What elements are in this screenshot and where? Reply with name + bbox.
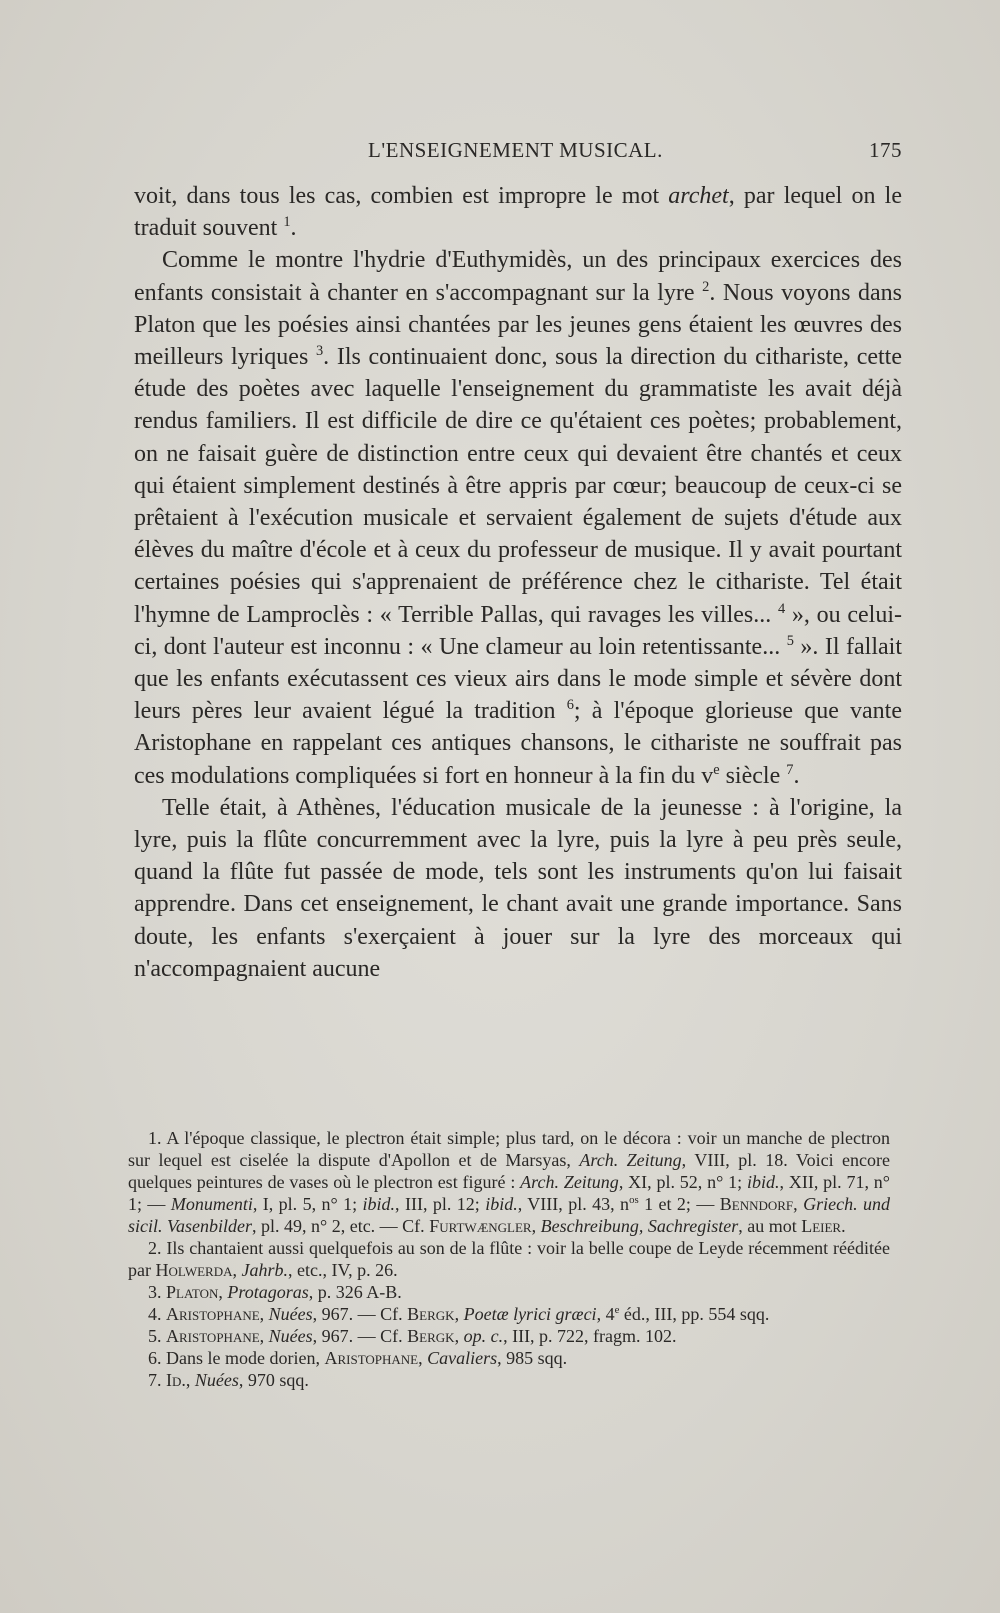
italic-title: ibid. [362,1194,396,1214]
text-run: 4. [148,1304,166,1324]
italic-title: Arch. Zeitung [520,1172,619,1192]
italic-title: Nuées [268,1326,313,1346]
italic-term: archet [668,183,729,209]
text-run: 3. [148,1282,166,1302]
running-title: L'ENSEIGNEMENT MUSICAL. [368,138,663,162]
text-run: , 970 sqq. [238,1370,309,1390]
italic-title: Jahrb. [241,1260,289,1280]
author-name: Aristophane [166,1304,260,1324]
text-run: , [259,1304,269,1324]
footnotes [128,1127,890,1391]
italic-title: Protagoras [227,1282,309,1302]
author-name: Aristophane [166,1326,260,1346]
page-header [138,138,902,168]
italic-title: ibid. [746,1172,780,1192]
italic-title: Arch. Zeitung [579,1150,682,1170]
text-run: , 985 sqq. [497,1348,568,1368]
author-name: Furtwængler [429,1216,532,1236]
italic-title: Nuées [194,1370,239,1390]
footnote-5 [128,1325,890,1347]
text-run: ». Il fallait que les enfants exécutassent ces vieux airs dans le mode simple et sévère dont leurs pères leur avaient légué la tradition [134,633,902,725]
text-run: 1 et 2; — [638,1194,720,1214]
text-run: 7. [148,1370,166,1390]
italic-title: Griech. und sicil. Vasenbilder [128,1194,890,1236]
text-run: , [218,1282,228,1302]
author-name: Aristophane [324,1348,419,1368]
italic-title: Cavaliers [427,1348,498,1368]
author-name: Holwerda [155,1260,233,1280]
italic-title: Poetæ lyrici græci [463,1304,597,1324]
footnote-4 [128,1303,890,1325]
superscript: e [614,1304,620,1316]
text-run: , VIII, pl. 18. Voici encore quelques peintures de vases où le plectron est figuré : [128,1150,890,1192]
text-run: , [418,1348,428,1368]
footnote-ref: 2 [702,278,710,295]
author-name: Platon [166,1282,219,1302]
footnote-1 [128,1127,890,1237]
author-name: Benndorf [719,1194,794,1214]
text-run: , [793,1194,804,1214]
text-run: , au mot [738,1216,802,1236]
text-run: 5. [148,1326,166,1346]
text-run: , p. 326 A-B. [308,1282,402,1302]
text-run: . Ils continuaient donc, sous la direction du cithariste, cette étude des poètes avec laquelle l'enseignement du grammatiste les avait déjà rendus familiers. Il est difficile de dire ce qu'étaient ces poètes; probablement, on ne faisait guère de distinction entre ceux qui devaient être chantés et ceux qui étaient simplement destinés à être appris par cœur; beaucoup de ceux-ci se prêtaient à l'exécution musicale et servaient également de sujets d'étude aux élèves du maître d'école et à ceux du professeur de musique. Il y avait pourtant certaines poésies qui s'apprenaient de préférence chez le cithariste. Tel était l'hymne de Lamproclès : « Terrible Pallas, qui ravages les villes... [134,344,902,628]
italic-title: op. c. [463,1326,504,1346]
text-run: 6. Dans le mode dorien, [148,1348,325,1368]
text-run: , XI, pl. 52, n° 1; [618,1172,747,1192]
body-text [134,180,902,985]
text-run: . Nous voyons dans Platon que les poésies ainsi chantées par les jeunes gens étaient les œuvres des meilleurs lyriques [134,279,903,371]
century-superscript: e [713,761,720,778]
text-run: , [259,1326,269,1346]
paragraph-1 [134,180,902,244]
paragraph-3: Telle était, à Athènes, l'éducation musicale de la jeunesse : à l'origine, la lyre, puis la flûte concurremment avec la lyre, puis la lyre à peu près seule, quand la flûte fut passée de mode, tels sont les instruments qu'on lui faisait apprendre. Dans cet enseignement, le chant avait une grande importance. Sans doute, les enfants s'exerçaient à jouer sur la lyre des morceaux qui n'accompagnaient aucune [134,794,902,982]
text-run: , [531,1216,541,1236]
text-run: , pl. 49, n° 2, etc. — Cf. [252,1216,430,1236]
text-run: 1. A l'époque classique, le plectron était simple; plus tard, on le décora : voir un manche de plectron sur lequel est ciselée la dispute d'Apollon et de Marsyas, [128,1128,890,1170]
page-number: 175 [869,138,902,162]
text-run: siècle [719,762,787,789]
footnote-7 [128,1369,890,1391]
author-name: Id. [166,1370,186,1390]
text-run: 2. Ils chantaient aussi quelquefois au son de la flûte : voir la belle coupe de Leyde récemment rééditée par [128,1238,890,1280]
text-run: Comme le montre l'hydrie d'Euthymidès, un des principaux exercices des enfants consistait à chanter en s'accompagnant sur la lyre [134,247,902,306]
small-caps-term: Leier [801,1216,842,1236]
text-run: . [290,215,297,242]
text-run: voit, dans tous les cas, combien est impropre le mot [134,183,669,209]
footnote-3 [128,1281,890,1303]
text-run: , 967. — Cf. [312,1304,408,1324]
paragraph-2 [134,244,902,791]
footnote-ref: 3 [315,343,324,360]
text-run: , par lequel on le traduit souvent [134,183,902,242]
footnote-ref: 6 [566,697,574,714]
text-run: , [454,1326,464,1346]
text-run: . [793,762,800,789]
footnote-ref: 7 [786,761,794,778]
text-run: , III, pl. 12; [395,1194,486,1214]
text-run: , [232,1260,242,1280]
text-run: ; à l'époque glorieuse que vante Aristophane en rappelant ces antiques chansons, le cithariste ne souffrait pas ces modulations compliquées si fort en honneur à la fin du v [134,698,902,789]
superscript: os [629,1194,639,1206]
text-run: , 967. — Cf. [312,1326,408,1346]
text-run: , III, p. 722, fragm. 102. [503,1326,677,1346]
text-run: , [185,1370,195,1390]
italic-title: Beschreibung, Sachregister [540,1216,739,1236]
italic-title: Nuées [268,1304,313,1324]
footnote-ref: 4 [777,600,786,617]
footnote-2 [128,1237,890,1281]
text-run: , I, pl. 5, n° 1; [252,1194,363,1214]
author-name: Bergk [407,1326,455,1346]
text-run: , etc., IV, p. 26. [288,1260,398,1280]
italic-title: ibid. [485,1194,518,1214]
text-run: , 4 [596,1304,615,1324]
footnote-ref: 1 [283,214,291,231]
text-run: , [454,1304,464,1324]
text-run: , XII, pl. 71, n° 1; — [128,1172,890,1214]
text-run: . [841,1216,846,1236]
text-run: éd., III, pp. 554 sqq. [619,1304,770,1324]
text-run: », ou celui-ci, dont l'auteur est inconnu : « Une clameur au loin retentissante... [134,601,902,660]
italic-title: Monumenti [170,1194,253,1214]
author-name: Bergk [407,1304,455,1324]
footnote-6 [128,1347,890,1369]
text-run: , VIII, pl. 43, n [517,1194,630,1214]
footnote-ref: 5 [786,632,794,649]
